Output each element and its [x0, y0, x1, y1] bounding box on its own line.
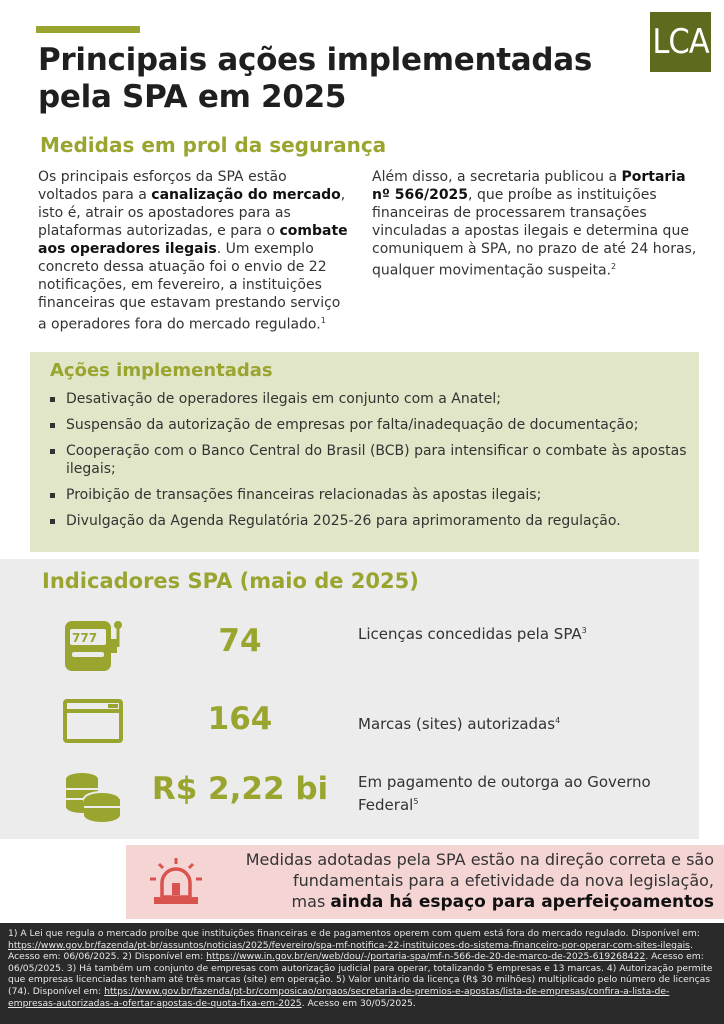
accent-bar	[36, 26, 140, 33]
footnotes-text: 1) A Lei que regula o mercado proíbe que instituições financeiras e de pagamentos operem com quem está fora do mercado regulado. Disponível em: https://www.gov.br/fazenda/pt-br/assuntos/noticias/2025/fevereiro/spa-mf-notifica-22-instituicoes-do-sistema-financeiro-por-operar-com-sites-ilegais. Acesso em: 06/06/2025. 2) Disponível em: https://www.in.gov.br/en/web/dou/-/portaria-spa/mf-n-566-de-20-de-marco-de-2025-619268422. Acesso em: 06/05/2025. 3) Há também um conjunto de empresas com autorização judicial para operar, totalizando 5 empresas e 13 marcas. 4) Autorização permite que empresas licenciadas tenham até três marcas (site) em operação. 5) Valor unitário da licença (R$ 30 milhões) multiplicado pelo número de licenças (74). Disponível em: https://www.gov.br/fazenda/pt-br/composicao/orgaos/secretaria-de-premios-e-apostas/lista-de-empresas/confira-a-lista-de-empresas-autorizadas-a-ofertar-apostas-de-quota-fixa-em-2025. Acesso em 30/05/2025.	[8, 928, 713, 1009]
indicator-label: Em pagamento de outorga ao Governo Federal$^5$	[358, 773, 651, 814]
indicator-label: Marcas (sites) autorizadas$^4$	[358, 715, 561, 733]
footnote-link[interactable]: https://www.gov.br/fazenda/pt-br/composicao/orgaos/secretaria-de-premios-e-apostas/lista-de-empresas/confira-a-lista-de-empresas-autorizadas-a-ofertar-apostas-de-quota-fixa-em-2025	[8, 985, 670, 1009]
indicator-value: 74	[218, 623, 262, 659]
actions-title: Ações implementadas	[50, 360, 273, 381]
footnote-link[interactable]: https://www.gov.br/fazenda/pt-br/assuntos/noticias/2025/fevereiro/spa-mf-notifica-22-instituicoes-do-sistema-financeiro-por-operar-com-sites-ilegais	[8, 939, 690, 951]
footnotes	[0, 923, 724, 1024]
lca-logo: LCA	[650, 12, 711, 72]
conclusion-callout	[126, 845, 724, 919]
coins-icon	[60, 769, 130, 829]
indicator-value: 164	[207, 701, 273, 737]
svg-text:777: 777	[72, 631, 98, 645]
action-item: Desativação de operadores ilegais em conjunto com a Anatel;	[48, 390, 688, 408]
action-item: Divulgação da Agenda Regulatória 2025-26 para aprimoramento da regulação.	[48, 512, 688, 530]
indicators-box	[0, 559, 699, 839]
indicators-title: Indicadores SPA (maio de 2025)	[42, 569, 419, 593]
indicator-row-licenses	[0, 617, 699, 677]
alarm-siren-icon	[148, 857, 204, 907]
indicator-value: R$ 2,22 bi	[151, 771, 329, 807]
slot-machine-icon	[60, 617, 130, 677]
actions-list	[48, 390, 688, 538]
indicator-row-grant	[0, 769, 699, 829]
intro-column-left: Os principais esforços da SPA estão voltados para a canalização do mercado, isto é, atrair os apostadores para as plataformas autorizadas, e para o combate aos operadores ilegais. Um exemplo concreto dessa atuação foi o envio de 22 notificações, em fevereiro, a instituições financeiras que estavam prestando serviço a operadores fora do mercado regulado.$^1$	[38, 169, 348, 333]
actions-box	[30, 352, 699, 552]
browser-window-icon	[60, 697, 130, 757]
indicator-label: Licenças concedidas pela SPA$^3$	[358, 625, 587, 643]
callout-text: Medidas adotadas pela SPA estão na direção correta e são fundamentais para a efetividade da nova legislação, mas ainda há espaço para aperfeiçoamentos	[245, 850, 714, 912]
section-subtitle: Medidas em prol da segurança	[40, 133, 387, 157]
action-item: Proibição de transações financeiras relacionadas às apostas ilegais;	[48, 486, 688, 504]
footnote-link[interactable]: https://www.in.gov.br/en/web/dou/-/portaria-spa/mf-n-566-de-20-de-marco-de-2025-619268422	[206, 951, 646, 963]
intro-column-right: Além disso, a secretaria publicou a Portaria nº 566/2025, que proíbe as instituições financeiras de processarem transações vinculadas a apostas ilegais e determina que comuniquem à SPA, no prazo de até 24 horas, qualquer movimentação suspeita.$^2$	[372, 169, 697, 279]
page-title: Principais ações implementadas pela SPA em 2025	[38, 42, 593, 115]
indicator-row-brands	[0, 697, 699, 757]
action-item: Suspensão da autorização de empresas por falta/inadequação de documentação;	[48, 416, 688, 434]
action-item: Cooperação com o Banco Central do Brasil (BCB) para intensificar o combate às apostas ilegais;	[48, 442, 688, 478]
